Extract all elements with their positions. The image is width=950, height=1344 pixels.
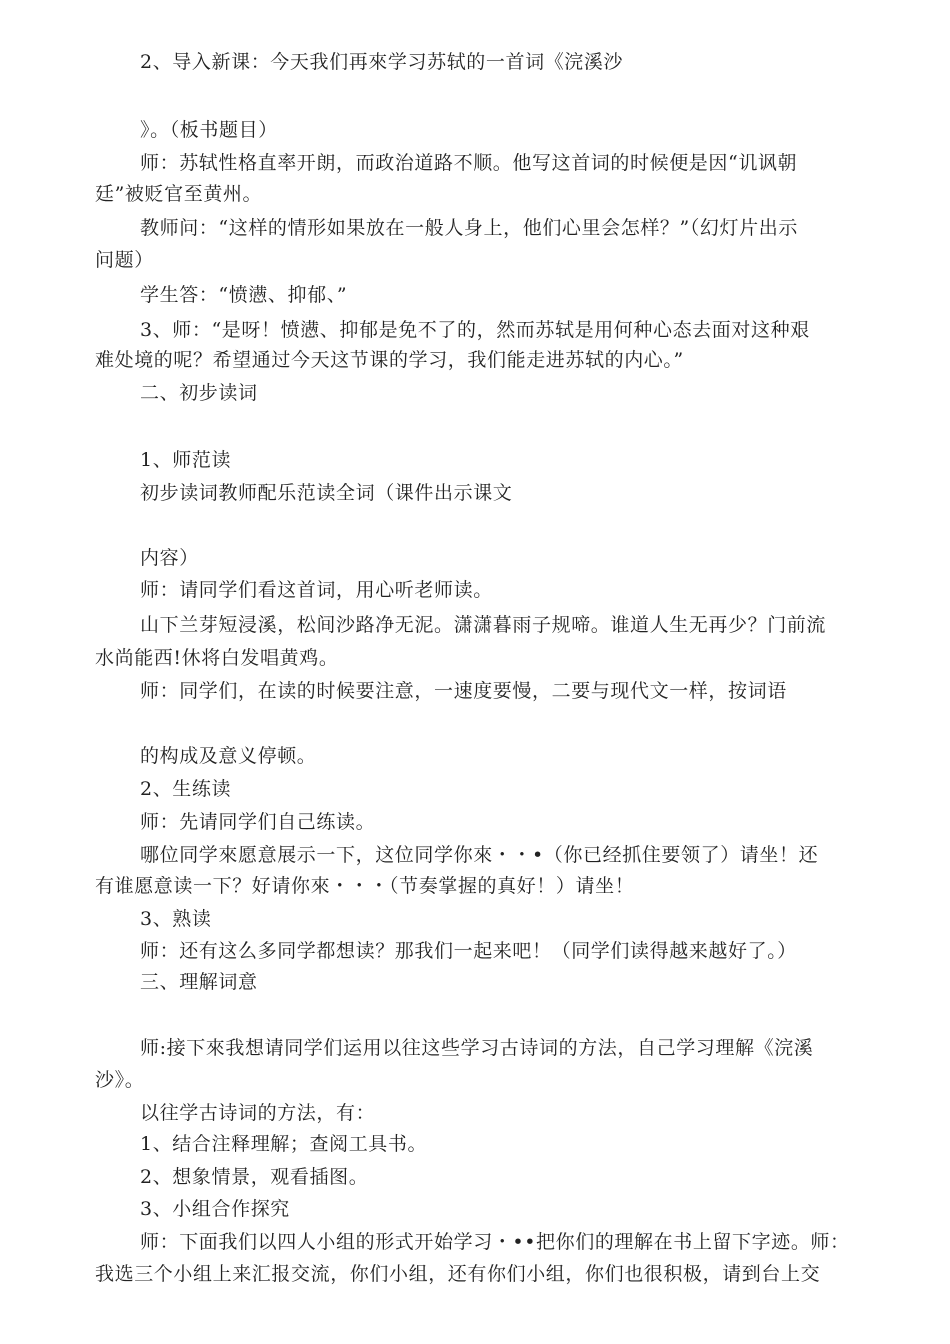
text-line: 廷”被贬官至黄州。 (95, 183, 263, 205)
text-line: 的构成及意义停顿。 (140, 745, 317, 767)
text-line: 2、生练读 (140, 778, 232, 800)
text-line: 1、结合注释理解；查阅工具书。 (140, 1133, 428, 1155)
text-line: 师：先请同学们自己练读。 (140, 811, 376, 833)
section-heading: 二、初步读词 (140, 382, 258, 404)
text-line: 学生答：“愤懑、抑郁、” (140, 284, 348, 306)
text-line: 有谁愿意读一下？好请你來・・・（节奏掌握的真好！）请坐！ (95, 875, 635, 897)
text-line: 哪位同学來愿意展示一下，这位同学你來・・•（你已经抓住要领了）请坐！还 (140, 844, 819, 866)
poem-line: 水尚能西!休将白发唱黄鸡。 (95, 647, 339, 669)
text-line: 以往学古诗词的方法，有： (140, 1102, 376, 1124)
text-line: 沙》。 (95, 1069, 145, 1091)
text-line: 师：下面我们以四人小组的形式开始学习・••把你们的理解在书上留下字迹。师： (140, 1231, 850, 1253)
text-line: 内容） (140, 547, 199, 569)
poem-line: 山下兰芽短浸溪，松间沙路净无泥。潇潇暮雨子规啼。谁道人生无再少？门前流 (140, 614, 827, 636)
text-line: 初步读词教师配乐范读全词（课件出示课文 (140, 482, 513, 504)
text-line: 师：还有这么多同学都想读？那我们一起来吧！（同学们读得越来越好了。） (140, 940, 797, 962)
text-line: 师：苏轼性格直率开朗，而政治道路不顺。他写这首词的时候便是因“讥讽朝 (140, 152, 798, 174)
text-line: 师：请同学们看这首词，用心听老师读。 (140, 579, 493, 601)
text-line: 》。（板书题目） (140, 119, 278, 141)
text-line: 2、导入新课：今天我们再來学习苏轼的一首词《浣溪沙 (140, 51, 624, 73)
section-heading: 三、理解词意 (140, 971, 258, 993)
text-line: 师：同学们，在读的时候要注意，一速度要慢，二要与现代文一样，按词语 (140, 680, 787, 702)
text-line: 3、小组合作探究 (140, 1198, 290, 1220)
text-line: 教师问：“这样的情形如果放在一般人身上，他们心里会怎样？”（幻灯片出示 (140, 217, 798, 239)
text-line: 1、师范读 (140, 449, 232, 471)
text-line: 2、想象情景，观看插图。 (140, 1166, 369, 1188)
text-line: 3、师：“是呀！愤懑、抑郁是免不了的，然而苏轼是用何种心态去面对这种艰 (140, 319, 810, 341)
text-line: 问题） (95, 249, 154, 271)
text-line: 我选三个小组上来汇报交流，你们小组，还有你们小组，你们也很积极，请到台上交 (95, 1263, 821, 1285)
text-line: 3、熟读 (140, 908, 212, 930)
text-line: 难处境的呢？希望通过今天这节课的学习，我们能走进苏轼的内心。” (95, 349, 684, 371)
text-line: 师:接下來我想请同学们运用以往这些学习古诗词的方法，自己学习理解《浣溪 (140, 1037, 814, 1059)
